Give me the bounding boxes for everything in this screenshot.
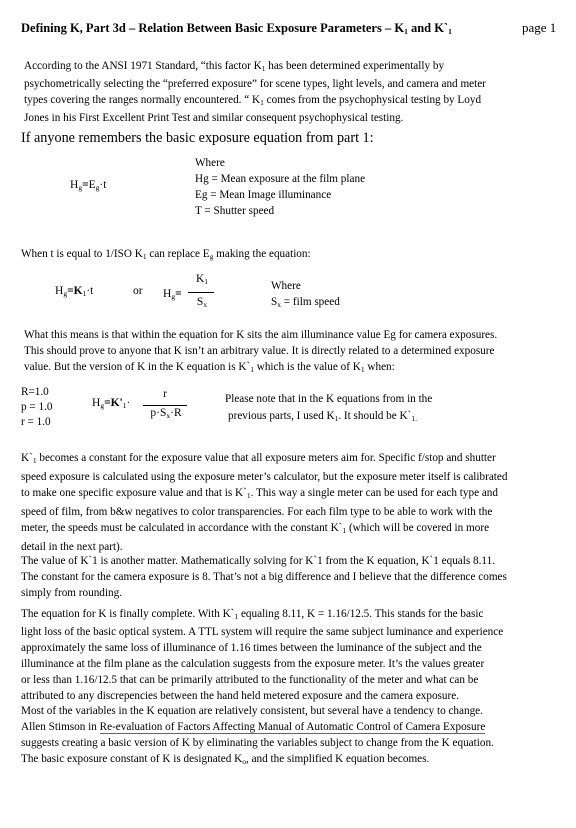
k-equation-note: Please note that in the K equations from in the previous parts, I used $K_1$. It should be $K`_{1.}$ bbox=[225, 393, 433, 423]
k-prime-fraction-bar bbox=[143, 405, 187, 406]
complete-equation-paragraph: The equation for K is finally complete. With $K`_1$ equaling 8.11, K = 1.16/12.5. This stands for the basic light loss of the basic optical system. A TTL system will require the same subject luminance and experience approximately the same loss of illuminance of 1.16 times between the luminance of the subject and the illuminance at the film plane as the calculation suggests from the exposure meter. It’s the values greater or less than 1.16/12.5 that can be primarily attributed to the functionality of the meter and what can be attributed to any discrepencies between the hand held metered exposure and the camera exposure. bbox=[21, 608, 504, 702]
fraction-bar bbox=[188, 292, 214, 293]
fraction-denominator: $S_x$ bbox=[196, 296, 208, 309]
fraction-numerator: $K_1$ bbox=[195, 273, 209, 286]
k-prime-numerator: r bbox=[163, 388, 167, 400]
ansi-paragraph: According to the ANSI 1971 Standard, “this factor $K_1$ has been determined experimentally by psychometrically selecting the “preferred exposure” for scene types, light levels, and camera and meter types covering the ranges normally encountered. “ $K_1$ comes from the psychophysical testing by Loyd Jones in his First Excellent Print Test and similar consequent psychophysical testing. bbox=[24, 60, 486, 124]
film-speed-definition: Where $S_x$ = film speed bbox=[271, 280, 340, 309]
constant-paragraph: $K`_1$ becomes a constant for the exposure value that all exposure meters aim for. Specific f/stop and shutter speed exposure is calculated using the exposure meter’s calculator, but the exposure meter itself is calibrated to make one specific exposure value and that is $K`_1$. This way a single meter can be used for each type and speed of film, from b&w negatives to color transparencies. For each film type to be able to work with the meter, the speeds must be calculated in accordance with the constant $K`_1$ (which will be covered in more detail in the next part). bbox=[21, 452, 508, 553]
k-prime-equation: $H_g=K'_1\cdot$ bbox=[92, 397, 131, 410]
k-prime-denominator: $p\cdot S_x\cdot R$ bbox=[150, 407, 182, 420]
equation-definitions: Where Hg = Mean exposure at the film plane Eg = Mean Image illuminance T = Shutter speed bbox=[195, 157, 366, 217]
condition-values: R=1.0 p = 1.0 r = 1.0 bbox=[21, 386, 53, 428]
page-number: page 1 bbox=[522, 20, 557, 35]
substitution-line: When t is equal to 1/ISO $K_1$ can replace $E_g$ making the equation: bbox=[21, 248, 311, 261]
document-title: Defining K, Part 3d – Relation Between Basic Exposure Parameters – $K_1$ and $K`_1$ bbox=[21, 21, 452, 36]
variables-paragraph: Most of the variables in the K equation are relatively consistent, but several have a tendency to change. Allen Stimson in Re-evaluation of Factors Affecting Manual of Automatic Control of Camera Exposure suggests creating a basic version of K by eliminating the variables subject to change from the K equation. The basic exposure constant of K is designated $K_o$, and the simplified K equation becomes. bbox=[21, 705, 494, 766]
reference-link[interactable]: Re-evaluation of Factors Affecting Manual of Automatic Control of Camera Exposure bbox=[99, 720, 486, 733]
intro-line: If anyone remembers the basic exposure equation from part 1: bbox=[21, 130, 374, 146]
k1-fraction-equation: $H_g=$ bbox=[163, 288, 182, 301]
exposure-equation: $H_g=E_g\cdot t$ bbox=[70, 179, 107, 192]
or-label: or bbox=[133, 285, 143, 297]
k1-equation: $H_g=K_1\cdot t$ bbox=[55, 285, 94, 298]
aim-illuminance-paragraph: What this means is that within the equation for K sits the aim illuminance value Eg for camera exposures. This should prove to anyone that K isn’t an arbitrary value. It is directly related to a determined exposure value. But the version of K in the K equation is $K`_1$ which is the value of $K_1$ when: bbox=[24, 329, 498, 374]
value-paragraph: The value of K`1 is another matter. Mathematically solving for K`1 from the K equation, K`1 equals 8.11. The constant for the camera exposure is 8. That’s not a big difference and I believe that the difference comes simply from rounding. bbox=[21, 555, 507, 599]
